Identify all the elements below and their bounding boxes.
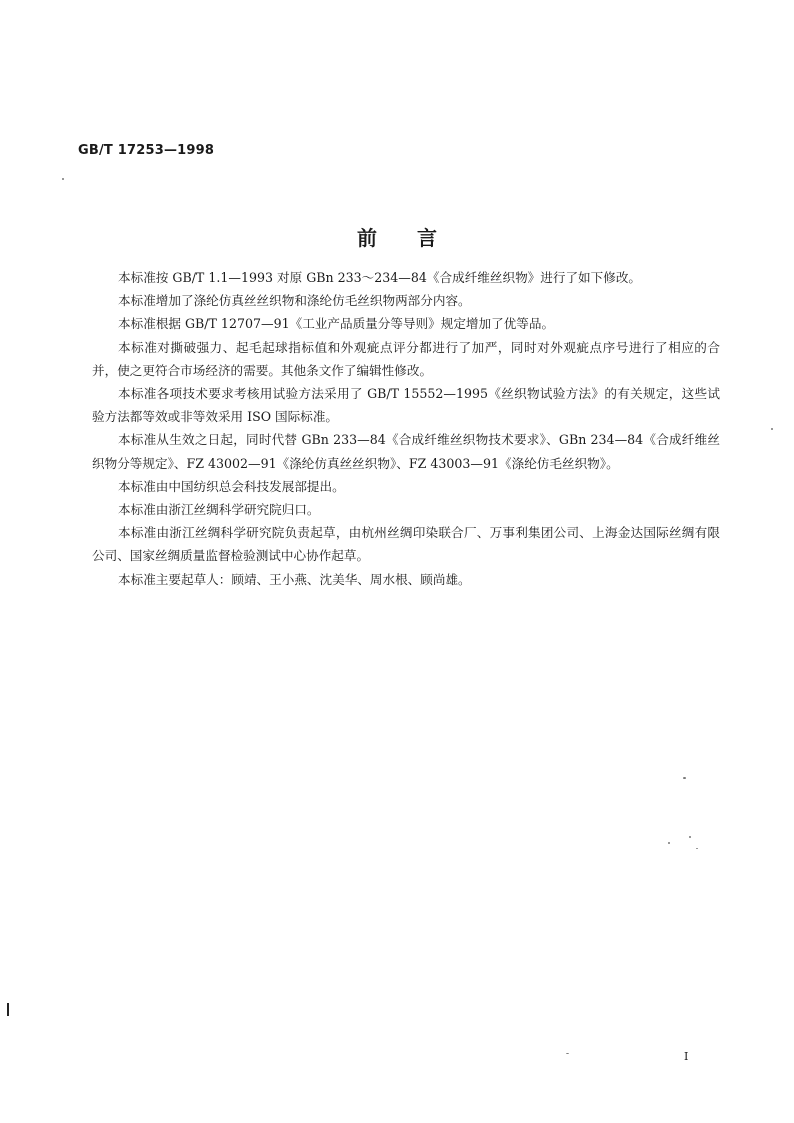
paragraph: 本标准由浙江丝绸科学研究院归口。	[118, 502, 320, 518]
page-title	[0, 222, 794, 251]
standard-code: GB/T 17253—1998	[78, 143, 215, 158]
foreword-body	[92, 266, 720, 591]
page-number: I	[684, 1050, 689, 1063]
title-char-2: 言	[417, 226, 437, 250]
paragraph: 本标准对撕破强力、起毛起球指标值和外观疵点评分都进行了加严，同时对外观疵点序号进行了相应的合并，使之更符合市场经济的需要。其他条文作了编辑性修改。	[92, 339, 720, 378]
scan-speck	[689, 836, 691, 838]
paragraph: 本标准主要起草人：顾靖、王小燕、沈美华、周水根、顾尚雄。	[118, 571, 471, 587]
scan-speck	[696, 848, 698, 849]
scan-speck	[771, 428, 773, 430]
scan-speck	[566, 1053, 569, 1054]
paragraph: 本标准按 GB/T 1.1—1993 对原 GBn 233～234—84《合成纤维丝织物》进行了如下修改。	[118, 270, 642, 285]
scan-margin-mark	[7, 1003, 9, 1016]
paragraph: 本标准由中国纺织总会科技发展部提出。	[118, 478, 345, 494]
scan-speck	[668, 842, 670, 844]
title-char-1: 前	[357, 226, 377, 250]
scan-speck	[62, 178, 64, 180]
paragraph: 本标准根据 GB/T 12707—91《工业产品质量分等导则》规定增加了优等品。	[118, 316, 555, 332]
paragraph: 本标准各项技术要求考核用试验方法采用了 GB/T 15552—1995《丝织物试验方法》的有关规定，这些试验方法都等效或非等效采用 ISO 国际标准。	[92, 386, 720, 425]
scan-speck	[683, 777, 686, 779]
paragraph: 本标准增加了涤纶仿真丝丝织物和涤纶仿毛丝织物两部分内容。	[118, 293, 471, 309]
paragraph: 本标准从生效之日起，同时代替 GBn 233—84《合成纤维丝织物技术要求》、GBn 234—84《合成纤维丝织物分等规定》、FZ 43002—91《涤纶仿真丝丝织物》、FZ 43003—91《涤纶仿毛丝织物》。	[92, 432, 720, 471]
paragraph: 本标准由浙江丝绸科学研究院负责起草，由杭州丝绸印染联合厂、万事利集团公司、上海金达国际丝绸有限公司、国家丝绸质量监督检验测试中心协作起草。	[92, 525, 720, 564]
